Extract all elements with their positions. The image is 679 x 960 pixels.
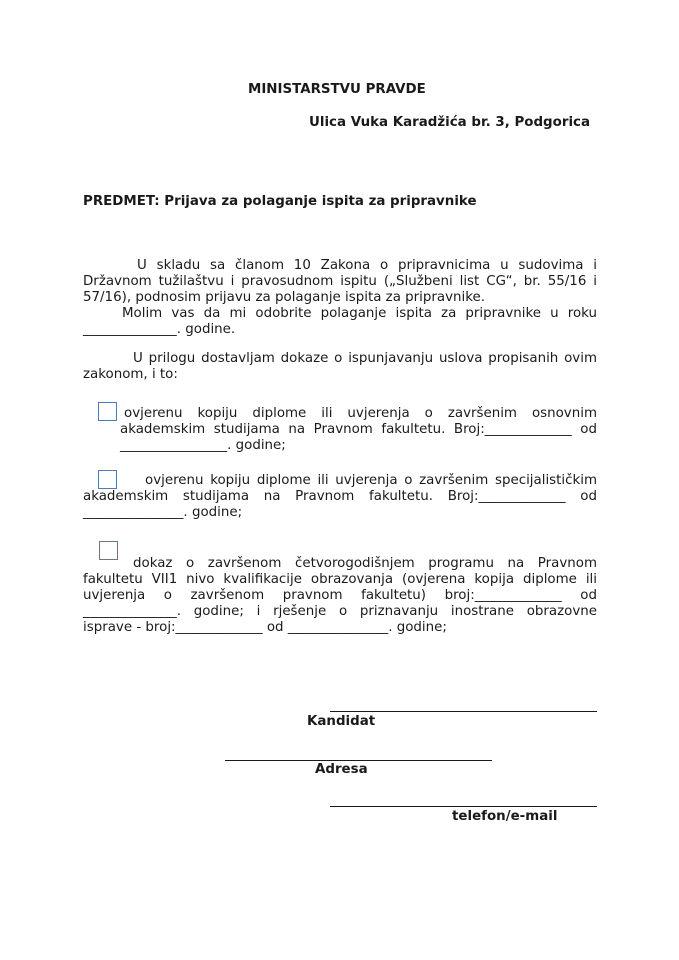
option-1-checkbox[interactable] <box>98 402 117 421</box>
option-3-line-1: dokaz o završenom četvorogodišnjem programu na Pravnom <box>133 556 597 571</box>
contact-label: telefon/e-mail <box>452 809 558 824</box>
recipient-name: MINISTARSTVU PRAVDE <box>248 82 426 97</box>
option-3-line-2: fakultetu VII1 nivo kvalifikacije obrazovanja (ovjerena kopija diplome ili <box>83 572 597 587</box>
intro-line-3: 57/16), podnosim prijavu za polaganje ispita za pripravnike. <box>83 290 485 305</box>
option-2-line-1: ovjerenu kopiju diplome ili uvjerenja o završenim specijalističkim <box>145 473 597 488</box>
intro-line-1: U skladu sa članom 10 Zakona o pripravnicima u sudovima i <box>137 258 597 273</box>
option-3-line-3: uvjerenja o završenom pravnom fakultetu) broj:_____________ od <box>83 588 597 603</box>
attachments-intro-line-2: zakonom, i to: <box>83 367 178 382</box>
address-label: Adresa <box>315 762 368 777</box>
candidate-label: Kandidat <box>307 714 376 729</box>
option-1-line-3: ________________. godine; <box>120 438 286 453</box>
intro-line-4: Molim vas da mi odobrite polaganje ispita za pripravnike u roku <box>122 306 597 321</box>
candidate-signature-line <box>330 711 597 712</box>
address-signature-line <box>225 760 492 761</box>
option-2-line-3: _______________. godine; <box>83 505 243 520</box>
option-3-line-4: ______________. godine; i rješenje o priznavanju inostrane obrazovne <box>83 604 597 619</box>
option-2-checkbox[interactable] <box>98 470 117 489</box>
subject-line: PREDMET: Prijava za polaganje ispita za pripravnike <box>83 194 477 209</box>
option-1-line-1: ovjerenu kopiju diplome ili uvjerenja o završenim osnovnim <box>124 406 597 421</box>
option-1-line-2: akademskim studijama na Pravnom fakultetu. Broj:_____________ od <box>120 422 597 437</box>
attachments-intro-line-1: U prilogu dostavljam dokaze o ispunjavanju uslova propisanih ovim <box>133 351 597 366</box>
recipient-address: Ulica Vuka Karadžića br. 3, Podgorica <box>309 115 591 130</box>
intro-line-2: Državnom tužilaštvu i pravosudnom ispitu („Službeni list CG“, br. 55/16 i <box>83 274 597 289</box>
option-3-checkbox[interactable] <box>99 541 118 560</box>
contact-signature-line <box>330 806 597 807</box>
option-3-line-5: isprave - broj:_____________ od _______________. godine; <box>83 620 447 635</box>
option-2-line-2: akademskim studijama na Pravnom fakultetu. Broj:_____________ od <box>83 489 597 504</box>
intro-line-5: ______________. godine. <box>83 322 236 337</box>
